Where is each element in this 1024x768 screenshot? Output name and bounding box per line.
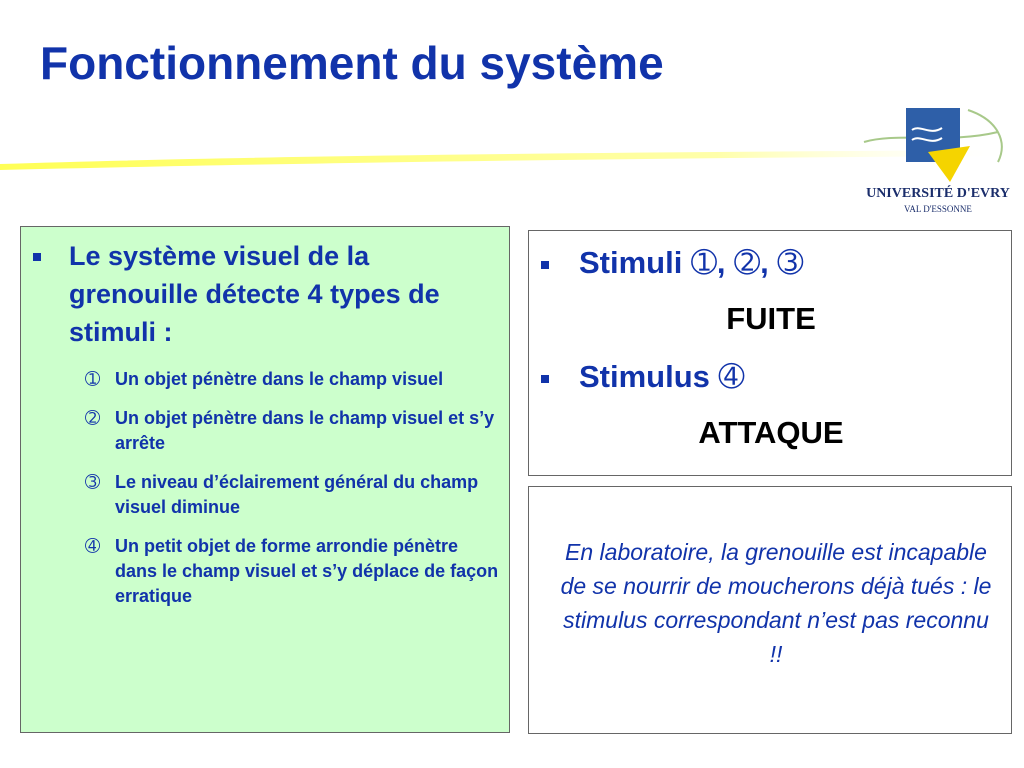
circled-number-1: ➀ bbox=[85, 369, 101, 389]
square-bullet-icon bbox=[541, 261, 549, 269]
list-item-text: Un objet pénètre dans le champ visuel et s’y arrête bbox=[115, 408, 495, 453]
circled-number-3: ➂ bbox=[85, 472, 101, 492]
lab-note-panel bbox=[528, 486, 1012, 734]
logo-university-name: UNIVERSITÉ D'EVRY bbox=[866, 186, 1010, 201]
stimuli-sub-list bbox=[85, 367, 505, 623]
response-attaque: ATTAQUE bbox=[698, 415, 844, 450]
square-bullet-icon bbox=[33, 253, 41, 261]
response-fuite: FUITE bbox=[726, 301, 816, 336]
list-item-text: Un objet pénètre dans le champ visuel bbox=[115, 369, 444, 389]
list-item bbox=[85, 534, 505, 609]
list-item bbox=[85, 470, 505, 520]
stimuli-list-panel bbox=[20, 226, 510, 733]
stimulus-bullet bbox=[541, 357, 1001, 397]
lab-note-text: En laboratoire, la grenouille est incapable de se nourrir de moucherons déjà tués : le stimulus correspondant n’est pas reconnu !! bbox=[560, 539, 992, 667]
stimulus-bullet-text: Stimulus ➃ bbox=[579, 359, 745, 394]
university-logo-icon bbox=[858, 102, 1018, 186]
logo-university-subtitle: VAL D'ESSONNE bbox=[904, 204, 972, 214]
university-logo bbox=[858, 102, 1018, 222]
square-bullet-icon bbox=[541, 375, 549, 383]
main-bullet-text: Le système visuel de la grenouille détecte 4 types de stimuli : bbox=[69, 241, 440, 347]
circled-number-4: ➃ bbox=[85, 536, 101, 556]
circled-number-2: ➁ bbox=[85, 408, 101, 428]
main-bullet bbox=[33, 237, 493, 351]
list-item-text: Un petit objet de forme arrondie pénètre dans le champ visuel et s’y déplace de façon erratique bbox=[115, 536, 499, 606]
stimuli-bullet-text: Stimuli ➀, ➁, ➂ bbox=[579, 245, 804, 280]
list-item bbox=[85, 367, 505, 392]
list-item-text: Le niveau d’éclairement général du champ visuel diminue bbox=[115, 472, 479, 517]
stimuli-bullet bbox=[541, 243, 1001, 283]
list-item bbox=[85, 406, 505, 456]
responses-panel bbox=[528, 230, 1012, 476]
page-title: Fonctionnement du système bbox=[40, 37, 664, 89]
